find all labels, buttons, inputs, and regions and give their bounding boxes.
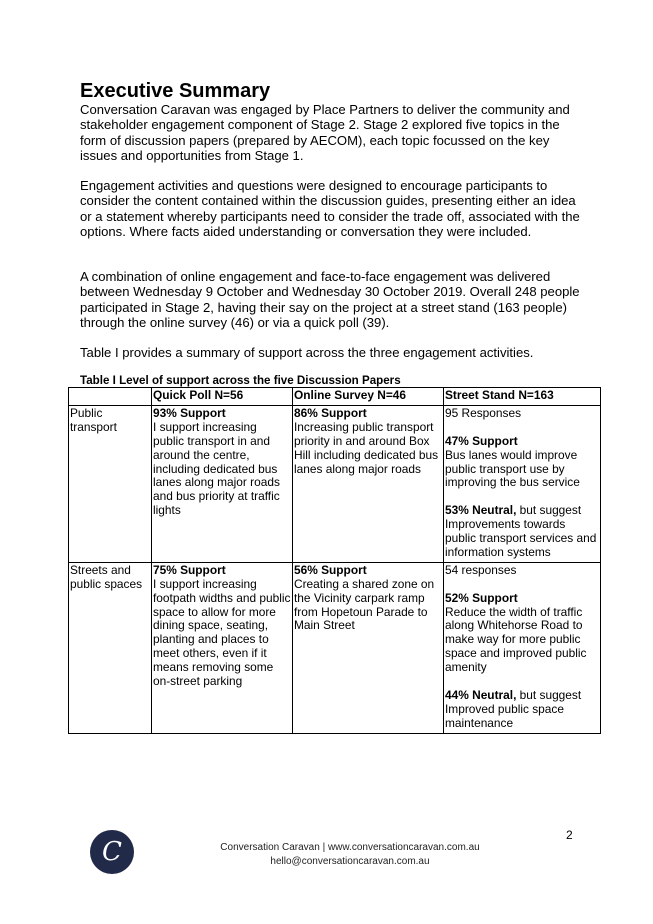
response-count: 95 Responses (445, 405, 522, 420)
suggestion-text: Improvements towards public transport services and information systems (445, 517, 597, 559)
street-stand-cell (444, 562, 601, 733)
statement-text: Bus lanes would improve public transport use by improving the bus service (445, 447, 580, 490)
support-percent: 86% Support (294, 405, 367, 420)
statement-text: Increasing public transport priority in and around Box Hill including dedicated bus lanes along major roads (294, 419, 439, 476)
table-row (69, 562, 601, 733)
statement-text: Reduce the width of traffic along Whitehorse Road to make way for more public space and improved public amenity (445, 604, 587, 675)
neutral-suffix: but suggest (516, 687, 582, 702)
response-count: 54 responses (445, 562, 517, 577)
neutral-percent: 53% Neutral, (445, 503, 517, 518)
conversation-caravan-logo (90, 830, 134, 874)
table-header-cell: Quick Poll N=56 (152, 388, 293, 406)
online-survey-cell (293, 562, 444, 733)
table-caption: Table I Level of support across the five Discussion Papers (80, 374, 401, 387)
support-percent: 93% Support (153, 405, 226, 420)
statement-text: Creating a shared zone on the Vicinity carpark ramp from Hopetoun Parade to Main Street (294, 576, 435, 633)
support-percent: 75% Support (153, 562, 226, 577)
page-number: 2 (566, 828, 573, 842)
quick-poll-cell (152, 405, 293, 562)
neutral-percent: 44% Neutral, (445, 687, 517, 702)
suggestion-text: Improved public space maintenance (445, 701, 564, 730)
online-survey-cell (293, 405, 444, 562)
engagement-paragraph: Engagement activities and questions were designed to encourage participants to consider the content contained within the discussion guides, presenting either an idea or a statement whereby participants need to consider the trade off, associated with the options. Where facts aided understanding or conversation they were included. (80, 178, 580, 240)
logo-letter: C (102, 837, 122, 867)
statement-text: I support increasing footpath widths and public space to allow for more dining space, seating, planting and places to meet others, even if it means removing some (153, 576, 291, 675)
intro-paragraph: Conversation Caravan was engaged by Place Partners to deliver the community and stakeholder engagement component of Stage 2. Stage 2 explored five topics in the form of discussion papers (prepared by AECOM), each topic focussed on the key issues and opportunities from Stage 1. (80, 102, 570, 164)
page-title: Executive Summary (80, 80, 271, 102)
neutral-suffix: but suggest (516, 503, 582, 518)
statement-text-continued: on-street parking (153, 674, 243, 689)
support-percent: 52% Support (445, 590, 518, 605)
footer-email: hello@conversationcaravan.com.au (270, 856, 430, 867)
table-row (69, 405, 601, 562)
topic-cell: Streets and public spaces (69, 562, 152, 733)
table-header-cell: Online Survey N=46 (293, 388, 444, 406)
table-intro-paragraph: Table I provides a summary of support across the three engagement activities. (80, 345, 534, 360)
statement-text: I support increasing public transport in and around the centre, including dedicated bus lanes along major roads and bus priority at traffic lights (153, 419, 280, 518)
street-stand-cell (444, 405, 601, 562)
table-header-cell (69, 388, 152, 406)
table-header-row (69, 388, 601, 406)
table-header-cell: Street Stand N=163 (444, 388, 601, 406)
quick-poll-cell (152, 562, 293, 733)
participation-paragraph: A combination of online engagement and face-to-face engagement was delivered between Wednesday 9 October and Wednesday 30 October 2019. Overall 248 people participated in Stage 2, having their say on the project at a street stand (163 people) through the online survey (46) or via a quick poll (39). (80, 269, 580, 331)
support-percent: 47% Support (445, 433, 518, 448)
footer-website: Conversation Caravan | www.conversationcaravan.com.au (220, 842, 480, 853)
topic-cell: Public transport (69, 405, 152, 562)
support-table (68, 387, 601, 734)
support-percent: 56% Support (294, 562, 367, 577)
